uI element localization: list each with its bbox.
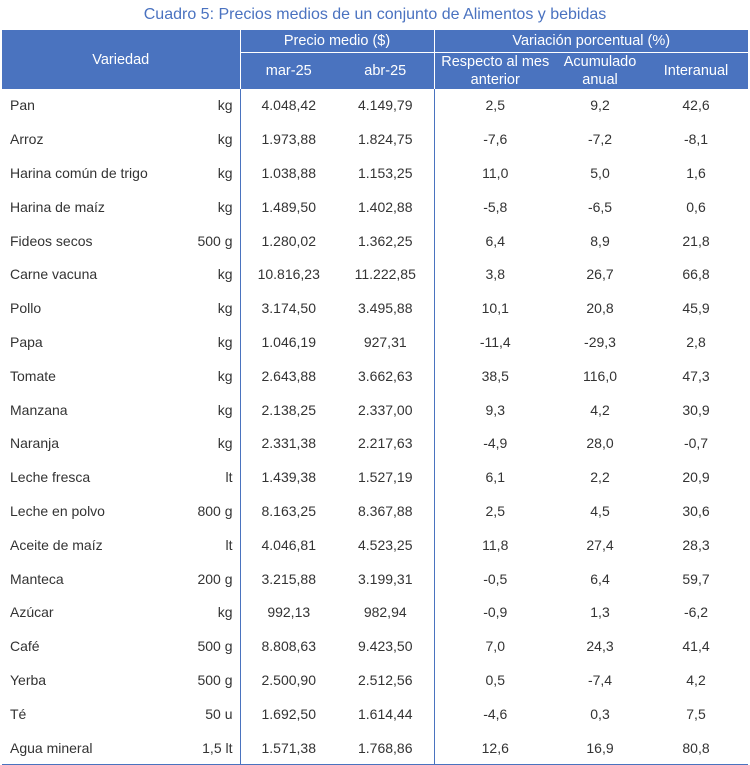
row-name: Manzana bbox=[10, 401, 68, 418]
row-unit: 800 g bbox=[174, 494, 240, 528]
row-price-abr: 11.222,85 bbox=[337, 257, 434, 291]
row-unit: kg bbox=[174, 156, 240, 190]
row-price-mar: 1.571,38 bbox=[240, 731, 337, 765]
row-name: Fideos secos bbox=[10, 232, 93, 249]
row-unit: kg bbox=[174, 257, 240, 291]
row-price-abr: 2.217,63 bbox=[337, 426, 434, 460]
row-var-mensual: -11,4 bbox=[479, 333, 511, 350]
row-var-mensual: 9,3 bbox=[485, 401, 505, 418]
row-var-acumulado: 16,9 bbox=[556, 731, 644, 765]
row-var-interanual: 4,2 bbox=[686, 671, 706, 688]
table-row bbox=[2, 89, 748, 122]
row-var-interanual: 45,9 bbox=[682, 300, 710, 317]
row-price-abr: 4.523,25 bbox=[337, 528, 434, 562]
row-price-abr: 1.768,86 bbox=[337, 731, 434, 765]
row-price-mar: 1.280,02 bbox=[261, 232, 316, 249]
row-var-interanual: 20,9 bbox=[682, 469, 710, 486]
row-price-mar: 2.643,88 bbox=[261, 367, 316, 384]
row-var-mensual: 0,5 bbox=[485, 671, 505, 688]
row-var-mensual: 3,8 bbox=[485, 266, 505, 283]
table-row bbox=[2, 595, 748, 629]
row-unit: kg bbox=[174, 359, 240, 393]
header-interanual: Interanual bbox=[644, 53, 748, 90]
row-unit: 50 u bbox=[174, 697, 240, 731]
row-unit: lt bbox=[174, 528, 240, 562]
header-abr: abr-25 bbox=[337, 53, 434, 90]
row-unit: kg bbox=[174, 190, 240, 224]
row-var-mensual: -5,8 bbox=[483, 198, 508, 215]
row-name: Harina de maíz bbox=[10, 198, 105, 215]
row-unit: kg bbox=[174, 595, 240, 629]
row-name: Naranja bbox=[10, 435, 60, 452]
row-var-acumulado: -7,4 bbox=[587, 671, 613, 688]
row-var-mensual: -0,9 bbox=[483, 604, 508, 621]
row-var-acumulado: -6,5 bbox=[587, 198, 613, 215]
row-name: Harina común de trigo bbox=[10, 164, 148, 181]
row-var-interanual: 21,8 bbox=[682, 232, 710, 249]
row-var-mensual: 10,1 bbox=[481, 300, 509, 317]
row-price-abr: 1.824,75 bbox=[337, 122, 434, 156]
row-price-mar: 1.692,50 bbox=[261, 705, 316, 722]
table-row bbox=[2, 393, 748, 427]
row-unit: kg bbox=[174, 426, 240, 460]
table-row bbox=[2, 156, 748, 190]
row-price-abr: 3.495,88 bbox=[337, 291, 434, 325]
table-row bbox=[2, 224, 748, 258]
row-var-mensual: 11,8 bbox=[482, 536, 509, 553]
row-price-abr: 9.423,50 bbox=[337, 629, 434, 663]
row-unit: 200 g bbox=[174, 562, 240, 596]
row-var-mensual: 6,4 bbox=[485, 232, 505, 249]
header-respecto: Respecto al mes anterior bbox=[434, 53, 556, 90]
row-var-interanual: 30,6 bbox=[682, 502, 710, 519]
row-price-mar: 2.331,38 bbox=[261, 435, 316, 452]
table-row bbox=[2, 460, 748, 494]
row-name: Café bbox=[10, 638, 40, 655]
row-price-abr: 3.199,31 bbox=[337, 562, 434, 596]
row-name: Arroz bbox=[10, 131, 44, 148]
row-price-mar: 1.046,19 bbox=[261, 333, 316, 350]
row-price-mar: 2.138,25 bbox=[261, 401, 316, 418]
row-name: Azúcar bbox=[10, 604, 54, 621]
table-row bbox=[2, 629, 748, 663]
row-price-abr: 1.362,25 bbox=[337, 224, 434, 258]
row-var-interanual: 41,4 bbox=[682, 638, 710, 655]
row-var-acumulado: 2,2 bbox=[590, 469, 610, 486]
row-price-mar: 3.174,50 bbox=[261, 300, 316, 317]
table-row bbox=[2, 190, 748, 224]
row-var-mensual: 2,5 bbox=[485, 502, 505, 519]
row-var-mensual: 11,0 bbox=[482, 164, 509, 181]
row-name: Té bbox=[10, 705, 27, 722]
row-unit: kg bbox=[174, 122, 240, 156]
row-name: Leche fresca bbox=[10, 469, 91, 486]
row-price-abr: 3.662,63 bbox=[337, 359, 434, 393]
row-price-abr: 8.367,88 bbox=[337, 494, 434, 528]
header-precio-medio: Precio medio ($) bbox=[240, 30, 434, 53]
row-var-acumulado: 4,2 bbox=[590, 401, 610, 418]
row-var-mensual: -4,6 bbox=[483, 705, 508, 722]
row-price-mar: 8.808,63 bbox=[261, 638, 316, 655]
row-var-acumulado: 1,3 bbox=[590, 604, 610, 621]
header-acumulado: Acumulado anual bbox=[556, 53, 644, 90]
row-price-abr: 1.402,88 bbox=[337, 190, 434, 224]
row-var-acumulado: 5,0 bbox=[590, 164, 610, 181]
row-var-mensual: 38,5 bbox=[481, 367, 509, 384]
row-name: Aceite de maíz bbox=[10, 536, 103, 553]
row-var-mensual: 12,6 bbox=[434, 731, 556, 765]
row-name: Papa bbox=[10, 333, 43, 350]
row-var-interanual: -8,1 bbox=[683, 131, 709, 148]
table-body bbox=[2, 89, 748, 764]
row-unit: kg bbox=[174, 393, 240, 427]
table-row bbox=[2, 731, 748, 765]
row-var-acumulado: 8,9 bbox=[590, 232, 610, 249]
row-var-acumulado: 27,4 bbox=[586, 536, 614, 553]
table-row bbox=[2, 257, 748, 291]
row-var-acumulado: 116,0 bbox=[583, 367, 617, 384]
row-name: Pan bbox=[10, 97, 35, 114]
header-mar: mar-25 bbox=[240, 53, 337, 90]
row-price-abr: 1.614,44 bbox=[337, 697, 434, 731]
row-unit: lt bbox=[174, 460, 240, 494]
row-price-mar: 992,13 bbox=[267, 604, 311, 621]
row-var-interanual: 2,8 bbox=[686, 333, 706, 350]
row-var-acumulado: 24,3 bbox=[586, 638, 614, 655]
row-var-interanual: 66,8 bbox=[682, 266, 710, 283]
row-var-acumulado: -29,3 bbox=[584, 333, 616, 350]
row-price-abr: 4.149,79 bbox=[337, 89, 434, 122]
row-price-mar: 10.816,23 bbox=[257, 266, 320, 283]
header-variedad: Variedad bbox=[2, 30, 240, 89]
row-price-mar: 1.489,50 bbox=[261, 198, 316, 215]
row-var-acumulado: 9,2 bbox=[590, 97, 610, 114]
row-var-mensual: 6,1 bbox=[485, 469, 505, 486]
row-var-mensual: -4,9 bbox=[483, 435, 508, 452]
table-title: Cuadro 5: Precios medios de un conjunto de Alimentos y bebidas bbox=[143, 6, 607, 23]
row-var-acumulado: 0,3 bbox=[590, 705, 610, 722]
row-var-interanual: 1,6 bbox=[686, 164, 706, 181]
row-name: Carne vacuna bbox=[10, 266, 98, 283]
row-var-acumulado: 26,7 bbox=[586, 266, 614, 283]
row-var-interanual: -0,7 bbox=[683, 435, 709, 452]
row-unit: 1,5 lt bbox=[174, 731, 240, 765]
row-price-abr: 1.527,19 bbox=[337, 460, 434, 494]
row-var-acumulado: -7,2 bbox=[587, 131, 613, 148]
row-var-acumulado: 20,8 bbox=[586, 300, 614, 317]
row-unit: kg bbox=[174, 291, 240, 325]
row-var-mensual: 2,5 bbox=[485, 97, 505, 114]
table-row bbox=[2, 325, 748, 359]
row-price-abr: 927,31 bbox=[337, 325, 434, 359]
row-price-mar: 4.048,42 bbox=[261, 97, 316, 114]
table-row bbox=[2, 528, 748, 562]
table-header bbox=[2, 30, 748, 89]
row-var-interanual: 7,5 bbox=[686, 705, 706, 722]
row-price-abr: 1.153,25 bbox=[337, 156, 434, 190]
row-unit: kg bbox=[174, 89, 240, 122]
row-name: Manteca bbox=[10, 570, 64, 587]
table-row bbox=[2, 122, 748, 156]
row-price-abr: 2.512,56 bbox=[337, 663, 434, 697]
row-var-interanual: 80,8 bbox=[644, 731, 748, 765]
row-unit: kg bbox=[174, 325, 240, 359]
row-var-mensual: -7,6 bbox=[483, 131, 508, 148]
table-row bbox=[2, 663, 748, 697]
row-unit: 500 g bbox=[174, 224, 240, 258]
row-var-interanual: 42,6 bbox=[682, 97, 710, 114]
row-var-acumulado: 6,4 bbox=[590, 570, 610, 587]
row-var-mensual: 7,0 bbox=[485, 638, 505, 655]
row-var-interanual: 59,7 bbox=[682, 570, 710, 587]
row-var-mensual: -0,5 bbox=[483, 570, 508, 587]
row-var-acumulado: 28,0 bbox=[586, 435, 614, 452]
row-price-mar: 4.046,81 bbox=[261, 536, 316, 553]
row-var-interanual: 28,3 bbox=[682, 536, 710, 553]
row-price-mar: 2.500,90 bbox=[261, 671, 316, 688]
row-price-mar: 1.973,88 bbox=[261, 131, 316, 148]
row-var-interanual: 30,9 bbox=[682, 401, 710, 418]
table-row bbox=[2, 291, 748, 325]
row-name: Yerba bbox=[10, 671, 47, 688]
table-row bbox=[2, 426, 748, 460]
row-name: Tomate bbox=[10, 367, 56, 384]
table-row bbox=[2, 562, 748, 596]
row-price-mar: 1.038,88 bbox=[261, 164, 316, 181]
row-var-interanual: -6,2 bbox=[683, 604, 709, 621]
row-unit: 500 g bbox=[174, 629, 240, 663]
row-var-interanual: 47,3 bbox=[682, 367, 710, 384]
row-price-abr: 2.337,00 bbox=[337, 393, 434, 427]
table-row bbox=[2, 697, 748, 731]
table-row bbox=[2, 494, 748, 528]
header-variacion: Variación porcentual (%) bbox=[434, 30, 748, 53]
row-name: Pollo bbox=[10, 300, 42, 317]
row-unit: 500 g bbox=[174, 663, 240, 697]
row-price-mar: 8.163,25 bbox=[261, 502, 316, 519]
row-var-acumulado: 4,5 bbox=[590, 502, 610, 519]
row-price-mar: 3.215,88 bbox=[261, 570, 316, 587]
row-price-abr: 982,94 bbox=[337, 595, 434, 629]
row-var-interanual: 0,6 bbox=[686, 198, 706, 215]
row-name: Leche en polvo bbox=[10, 502, 105, 519]
row-price-mar: 1.439,38 bbox=[261, 469, 316, 486]
row-name: Agua mineral bbox=[2, 731, 174, 765]
table-row bbox=[2, 359, 748, 393]
price-table bbox=[2, 30, 748, 765]
